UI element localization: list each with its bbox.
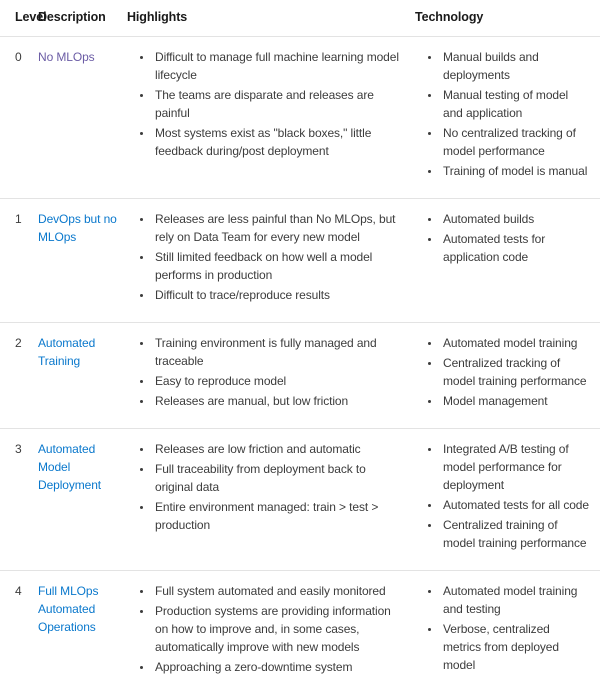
highlight-item: • The teams are disparate and releases are painful (153, 86, 405, 122)
technology-item: • Centralized tracking of model training performance (441, 354, 590, 390)
technology-item: • Manual testing of model and application (441, 86, 590, 122)
technology-item: • Training of model is manual (441, 162, 590, 180)
technology-list (415, 440, 590, 552)
technology-item: • Model management (441, 392, 590, 410)
table-row-level-2 (0, 323, 600, 429)
highlights-cell (127, 199, 415, 323)
description-link-full-mlops-automated-operations[interactable]: Full MLOps Automated Operations (38, 582, 117, 636)
level-value: 1 (0, 199, 38, 323)
highlight-item: • Still limited feedback on how well a model performs in production (153, 248, 405, 284)
description-link-automated-model-deployment[interactable]: Automated Model Deployment (38, 440, 117, 494)
highlight-item: • Approaching a zero-downtime system (153, 658, 405, 676)
technology-item: • Automated model training and testing (441, 582, 590, 618)
technology-cell (415, 323, 600, 429)
highlights-list (127, 48, 405, 160)
column-header-highlights: Highlights (127, 0, 415, 37)
technology-item: • Integrated A/B testing of model performance for deployment (441, 440, 590, 494)
table-row-level-3 (0, 429, 600, 571)
technology-item: • Manual builds and deployments (441, 48, 590, 84)
highlights-list (127, 334, 405, 410)
highlight-item: • Releases are less painful than No MLOps, but rely on Data Team for every new model (153, 210, 405, 246)
description-cell (38, 571, 127, 694)
technology-item: • Automated builds (441, 210, 590, 228)
highlight-item: • Production systems are providing information on how to improve and, in some cases, automatically improve with new models (153, 602, 405, 656)
highlight-item: • Full system automated and easily monitored (153, 582, 405, 600)
technology-cell (415, 571, 600, 694)
description-cell (38, 429, 127, 571)
technology-item: • Automated model training (441, 334, 590, 352)
column-header-level: Level (0, 0, 38, 37)
technology-cell (415, 199, 600, 323)
highlight-item: • Training environment is fully managed and traceable (153, 334, 405, 370)
column-header-description: Description (38, 0, 127, 37)
highlights-cell (127, 571, 415, 694)
highlights-cell (127, 323, 415, 429)
technology-item: • Automated tests for all code (441, 496, 590, 514)
highlight-item: • Difficult to manage full machine learning model lifecycle (153, 48, 405, 84)
technology-item: • Automated tests for application code (441, 230, 590, 266)
highlights-cell (127, 429, 415, 571)
description-link-automated-training[interactable]: Automated Training (38, 334, 117, 370)
column-header-technology: Technology (415, 0, 600, 37)
highlight-item: • Difficult to trace/reproduce results (153, 286, 405, 304)
highlight-item: • Entire environment managed: train > test > production (153, 498, 405, 534)
highlights-cell (127, 37, 415, 199)
highlight-item: • Easy to reproduce model (153, 372, 405, 390)
table-row-level-0 (0, 37, 600, 199)
level-value: 0 (0, 37, 38, 199)
highlights-list (127, 440, 405, 534)
technology-item: • No centralized tracking of model performance (441, 124, 590, 160)
table-row-level-1 (0, 199, 600, 323)
technology-list (415, 210, 590, 266)
technology-list (415, 334, 590, 410)
technology-item: • Verbose, centralized metrics from deployed model (441, 620, 590, 674)
technology-cell (415, 37, 600, 199)
technology-item: • Centralized training of model training performance (441, 516, 590, 552)
highlight-item: • Full traceability from deployment back to original data (153, 460, 405, 496)
level-value: 2 (0, 323, 38, 429)
table-header-row (0, 0, 600, 37)
highlight-item: • Most systems exist as "black boxes," little feedback during/post deployment (153, 124, 405, 160)
technology-list (415, 582, 590, 674)
highlight-item: • Releases are low friction and automatic (153, 440, 405, 458)
table-row-level-4 (0, 571, 600, 694)
description-link-devops-but-no-mlops[interactable]: DevOps but no MLOps (38, 210, 117, 246)
level-value: 4 (0, 571, 38, 694)
technology-cell (415, 429, 600, 571)
level-value: 3 (0, 429, 38, 571)
highlight-item: • Releases are manual, but low friction (153, 392, 405, 410)
description-cell (38, 37, 127, 199)
technology-list (415, 48, 590, 180)
description-cell (38, 199, 127, 323)
highlights-list (127, 582, 405, 676)
description-cell (38, 323, 127, 429)
description-link-no-mlops[interactable]: No MLOps (38, 48, 95, 66)
highlights-list (127, 210, 405, 304)
